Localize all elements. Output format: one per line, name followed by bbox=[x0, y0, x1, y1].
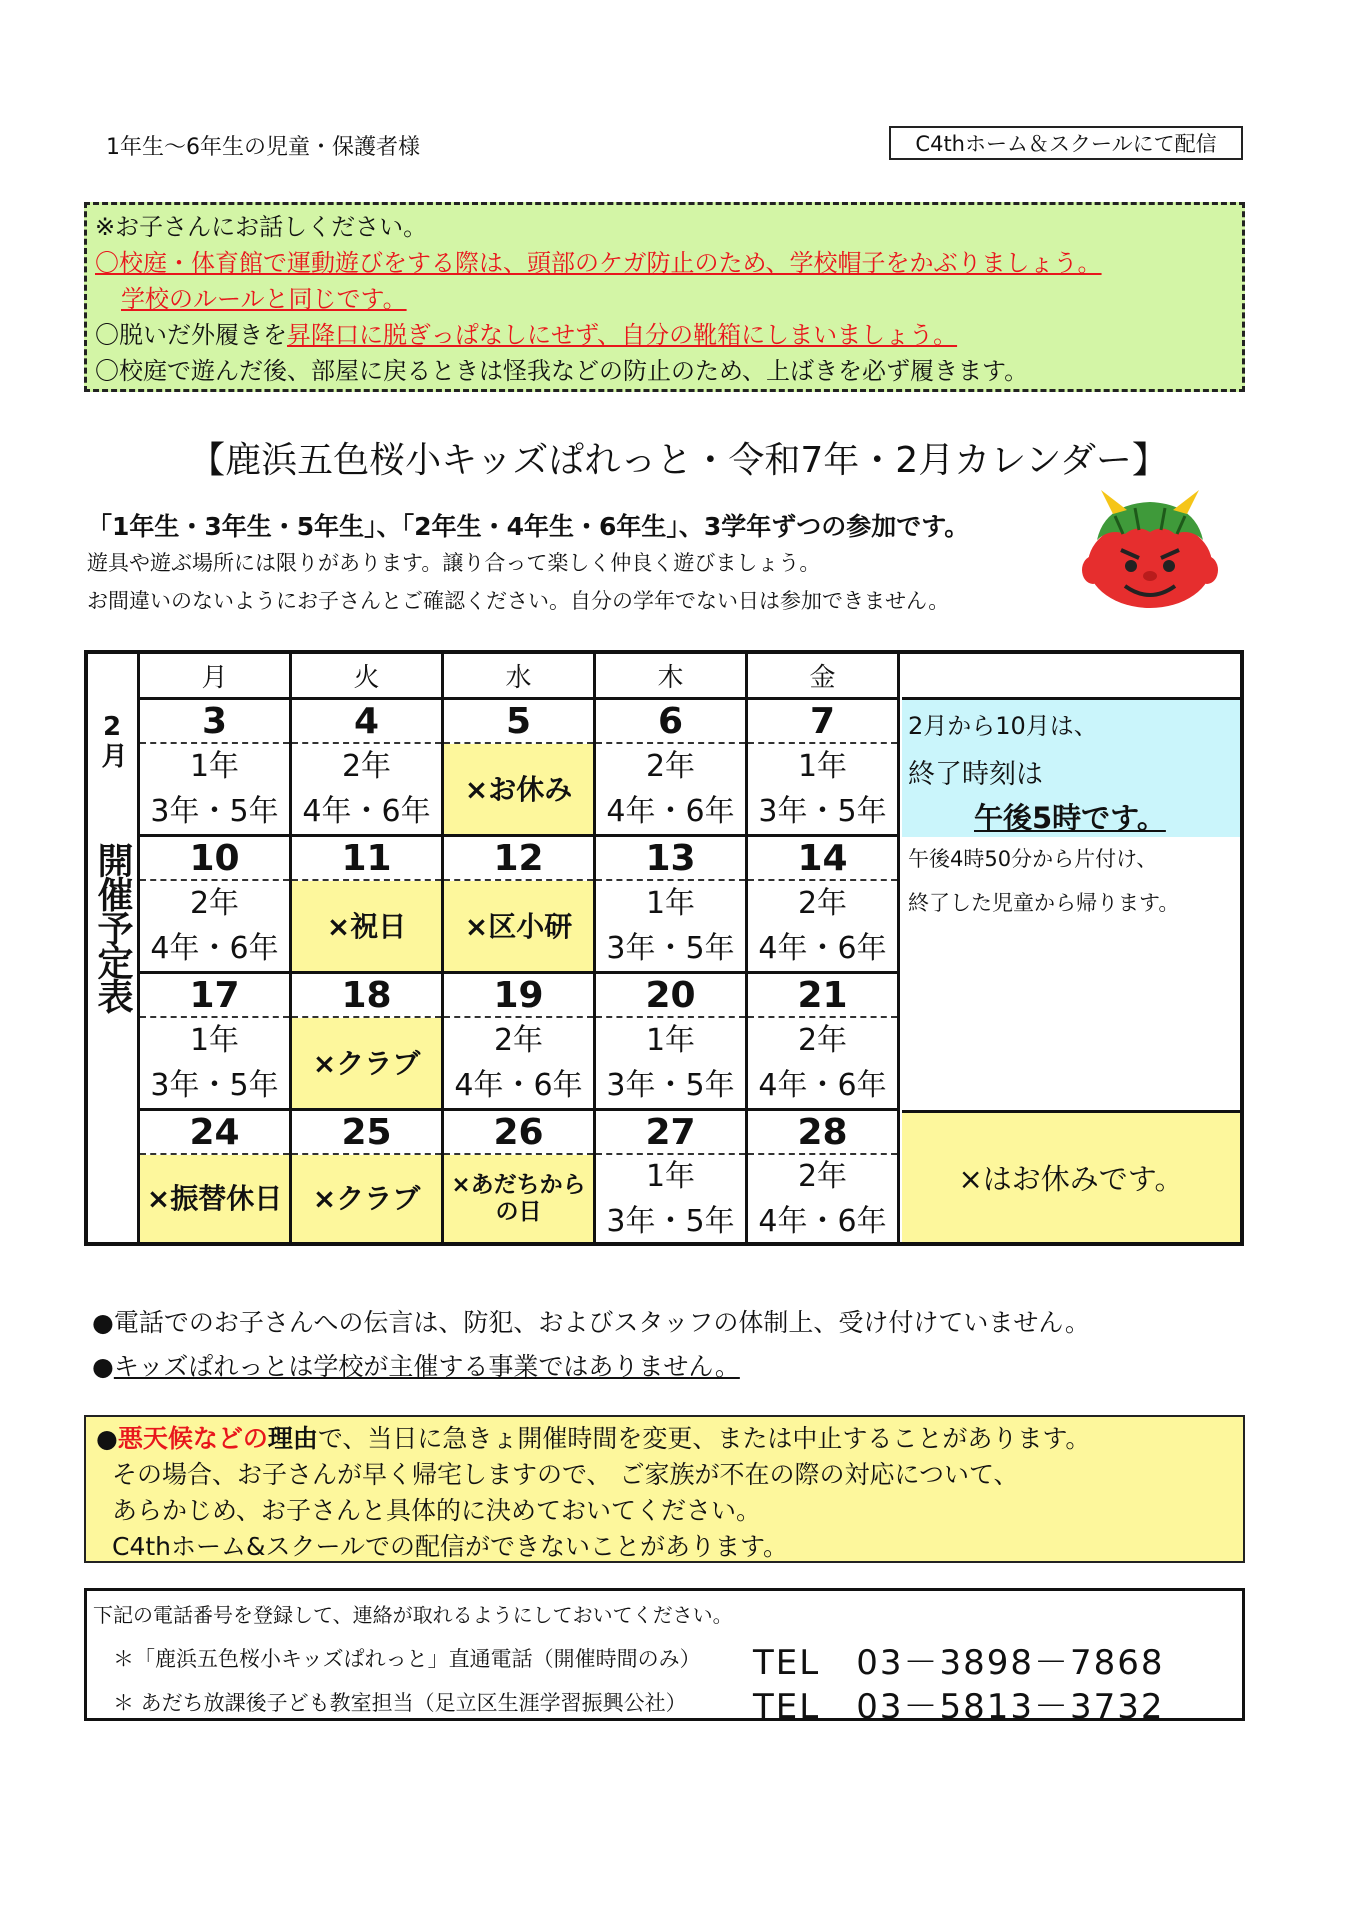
grade-line: 2年 bbox=[189, 886, 240, 921]
calendar-day bbox=[596, 700, 748, 837]
calendar-day bbox=[748, 700, 900, 837]
calendar-day bbox=[444, 974, 596, 1111]
note-line: 2月から10月は、 bbox=[908, 712, 1098, 740]
weekday-header: 水 bbox=[444, 654, 596, 700]
bullet-text: キッズぱれっとは学校が主催する事業ではありません。 bbox=[113, 1352, 740, 1381]
day-number: 18 bbox=[292, 974, 441, 1018]
closed-day bbox=[292, 1018, 441, 1108]
day-number: 20 bbox=[596, 974, 745, 1018]
closed-legend: ×はお休みです。 bbox=[902, 1110, 1240, 1242]
calendar-day bbox=[748, 1111, 900, 1245]
weather-line: C4thホーム&スクールでの配信ができないことがあります。 bbox=[112, 1532, 789, 1561]
note-emphasis: 午後5時です。 bbox=[974, 801, 1166, 835]
grade-assignment bbox=[140, 1018, 289, 1108]
grade-line: 1年 bbox=[645, 1158, 696, 1194]
weekday-header: 木 bbox=[596, 654, 748, 700]
grade-line: 1年 bbox=[189, 749, 240, 784]
closed-day bbox=[292, 881, 441, 971]
day-number: 17 bbox=[140, 974, 289, 1018]
grade-line: 2年 bbox=[797, 886, 848, 921]
closed-day bbox=[444, 881, 593, 971]
grade-line: 1年 bbox=[645, 1023, 696, 1058]
day-number: 10 bbox=[140, 837, 289, 881]
notice-line: ※お子さんにお話しください。 bbox=[95, 213, 428, 241]
closed-label: ×クラブ bbox=[312, 1046, 421, 1080]
note-line: 終了した児童から帰ります。 bbox=[908, 891, 1180, 915]
calendar-schedule-label: 開催予定表 bbox=[92, 842, 133, 1012]
notice-text-red: 昇降口に脱ぎっぱなしにせず、自分の靴箱にしまいましょう。 bbox=[287, 321, 958, 349]
day-number: 25 bbox=[292, 1111, 441, 1155]
closed-day bbox=[444, 744, 593, 834]
weekday-header: 月 bbox=[140, 654, 292, 700]
grade-assignment bbox=[596, 881, 745, 971]
delivery-badge: C4thホーム＆スクールにて配信 bbox=[889, 126, 1243, 160]
calendar-day bbox=[292, 700, 444, 837]
notice-line-red: 学校のルールと同じです。 bbox=[121, 285, 407, 313]
calendar-header-blank bbox=[902, 654, 1240, 700]
closed-day bbox=[444, 1155, 593, 1242]
weather-line: その場合、お子さんが早く帰宅しますので、 ご家族が不在の際の対応について、 bbox=[112, 1460, 1019, 1489]
closed-label: ×振替休日 bbox=[146, 1182, 283, 1215]
grade-line: 3年・5年 bbox=[606, 1203, 735, 1239]
grade-line: 4年・6年 bbox=[758, 931, 887, 966]
contact-label: ＊ あだち放課後子ども教室担当（足立区生涯学習振興公社） bbox=[113, 1691, 687, 1715]
page-title: 【鹿浜五色桜小キッズぱれっと・令和7年・2月カレンダー】 bbox=[189, 440, 1168, 481]
calendar-day bbox=[292, 1111, 444, 1245]
contact-intro: 下記の電話番号を登録して、連絡が取れるようにしておいてください。 bbox=[93, 1603, 733, 1627]
closed-label: ×祝日 bbox=[326, 909, 407, 943]
calendar-day bbox=[292, 837, 444, 974]
grade-line: 1年 bbox=[797, 749, 848, 784]
calendar-day bbox=[596, 1111, 748, 1245]
grade-line: 3年・5年 bbox=[606, 931, 735, 966]
day-number: 6 bbox=[596, 700, 745, 744]
day-number: 14 bbox=[748, 837, 897, 881]
grade-assignment bbox=[748, 1018, 897, 1108]
closed-day bbox=[140, 1155, 289, 1242]
contact-label: ＊「鹿浜五色桜小キッズぱれっと」直通電話（開催時間のみ） bbox=[113, 1647, 701, 1671]
weather-rest: で、当日に急きょ開催時間を変更、または中止することがあります。 bbox=[317, 1424, 1091, 1453]
closed-label: の日 bbox=[495, 1198, 542, 1225]
grade-line: 1年 bbox=[189, 1023, 240, 1058]
notice-line-red: 〇校庭・体育館で運動遊びをする際は、頭部のケガ防止のため、学校帽子をかぶりましょう。 bbox=[95, 249, 1102, 277]
weather-line: あらかじめ、お子さんと具体的に決めておいてください。 bbox=[112, 1496, 762, 1525]
closed-label: ×クラブ bbox=[312, 1182, 421, 1215]
calendar-day bbox=[444, 700, 596, 837]
weekday-header: 火 bbox=[292, 654, 444, 700]
calendar-day bbox=[140, 700, 292, 837]
weather-line bbox=[96, 1421, 1233, 1457]
day-number: 4 bbox=[292, 700, 441, 744]
calendar-day bbox=[444, 837, 596, 974]
bullet-mark: ● bbox=[92, 1352, 114, 1381]
day-number: 7 bbox=[748, 700, 897, 744]
grade-assignment bbox=[140, 881, 289, 971]
closed-label: ×あだちから bbox=[451, 1171, 586, 1198]
grade-line: 2年 bbox=[341, 749, 392, 784]
intro-text: 遊具や遊ぶ場所には限りがあります。譲り合って楽しく仲良く遊びましょう。 bbox=[87, 551, 821, 575]
weather-notice bbox=[84, 1415, 1245, 1563]
closed-label: ×区小研 bbox=[464, 909, 573, 943]
grade-line: 1年 bbox=[645, 886, 696, 921]
grade-line: 4年・6年 bbox=[606, 794, 735, 829]
contact-phone: TEL 03－5813－3732 bbox=[753, 1687, 1165, 1727]
grade-line: 2年 bbox=[797, 1023, 848, 1058]
grade-line: 4年・6年 bbox=[454, 1068, 583, 1103]
bullet-notice bbox=[92, 1347, 740, 1383]
grade-line: 4年・6年 bbox=[150, 931, 279, 966]
calendar-day bbox=[140, 1111, 292, 1245]
weather-mark: ● bbox=[96, 1424, 118, 1453]
weather-bold: 理由 bbox=[267, 1424, 318, 1453]
calendar-month: 2月 bbox=[97, 712, 127, 768]
calendar-day bbox=[140, 974, 292, 1111]
closed-day bbox=[292, 1155, 441, 1242]
calendar-day bbox=[140, 837, 292, 974]
grade-assignment bbox=[596, 1155, 745, 1242]
notice-line bbox=[95, 317, 1234, 353]
day-number: 12 bbox=[444, 837, 593, 881]
grade-line: 3年・5年 bbox=[150, 1068, 279, 1103]
audience-label: 1年生～6年生の児童・保護者様 bbox=[106, 135, 420, 160]
day-number: 21 bbox=[748, 974, 897, 1018]
grade-assignment bbox=[596, 744, 745, 834]
closed-label: ×お休み bbox=[464, 772, 573, 806]
note-line: 午後4時50分から片付け、 bbox=[908, 847, 1158, 871]
weekday-header: 金 bbox=[748, 654, 900, 700]
intro-grades: 「1年生・3年生・5年生」、「2年生・4年生・6年生」、3学年ずつの参加です。 bbox=[87, 512, 970, 541]
day-number: 24 bbox=[140, 1111, 289, 1155]
note-line: 終了時刻は bbox=[908, 759, 1043, 790]
grade-line: 3年・5年 bbox=[150, 794, 279, 829]
calendar-day bbox=[596, 974, 748, 1111]
grade-line: 3年・5年 bbox=[606, 1068, 735, 1103]
day-number: 11 bbox=[292, 837, 441, 881]
notice-text: 〇脱いだ外履きを bbox=[95, 321, 287, 349]
grade-line: 2年 bbox=[493, 1023, 544, 1058]
day-number: 28 bbox=[748, 1111, 897, 1155]
calendar-day bbox=[292, 974, 444, 1111]
contact-box bbox=[84, 1588, 1245, 1727]
notice-line: 〇校庭で遊んだ後、部屋に戻るときは怪我などの防止のため、上ばきを必ず履きます。 bbox=[95, 357, 1029, 385]
day-number: 13 bbox=[596, 837, 745, 881]
day-number: 3 bbox=[140, 700, 289, 744]
cleanup-note bbox=[902, 837, 1240, 970]
day-number: 27 bbox=[596, 1111, 745, 1155]
day-number: 19 bbox=[444, 974, 593, 1018]
grade-assignment bbox=[748, 744, 897, 834]
grade-line: 2年 bbox=[645, 749, 696, 784]
grade-line: 4年・6年 bbox=[302, 794, 431, 829]
grade-assignment bbox=[748, 1155, 897, 1242]
bullet-message: ●電話でのお子さんへの伝言は、防犯、およびスタッフの体制上、受け付けていません。 bbox=[92, 1308, 1090, 1337]
calendar-day bbox=[444, 1111, 596, 1245]
day-number: 26 bbox=[444, 1111, 593, 1155]
grade-assignment bbox=[444, 1018, 593, 1108]
calendar-day bbox=[596, 837, 748, 974]
grade-assignment bbox=[140, 744, 289, 834]
calendar-side-label bbox=[88, 654, 140, 1242]
grade-line: 4年・6年 bbox=[758, 1068, 887, 1103]
calendar-table bbox=[84, 650, 1244, 1246]
oni-illustration bbox=[1075, 488, 1225, 613]
grade-assignment bbox=[596, 1018, 745, 1108]
grade-line: 4年・6年 bbox=[758, 1203, 887, 1239]
grade-line: 3年・5年 bbox=[758, 794, 887, 829]
grade-assignment bbox=[292, 744, 441, 834]
weather-red: 悪天候などの bbox=[117, 1424, 268, 1453]
calendar-day bbox=[748, 974, 900, 1111]
grade-line: 2年 bbox=[797, 1158, 848, 1194]
contact-phone: TEL 03－3898－7868 bbox=[753, 1643, 1165, 1683]
calendar-day bbox=[748, 837, 900, 974]
grade-assignment bbox=[748, 881, 897, 971]
intro-text: お間違いのないようにお子さんとご確認ください。自分の学年でない日は参加できません。 bbox=[87, 589, 950, 613]
notice-box bbox=[84, 202, 1245, 392]
end-time-note bbox=[902, 700, 1240, 837]
day-number: 5 bbox=[444, 700, 593, 744]
